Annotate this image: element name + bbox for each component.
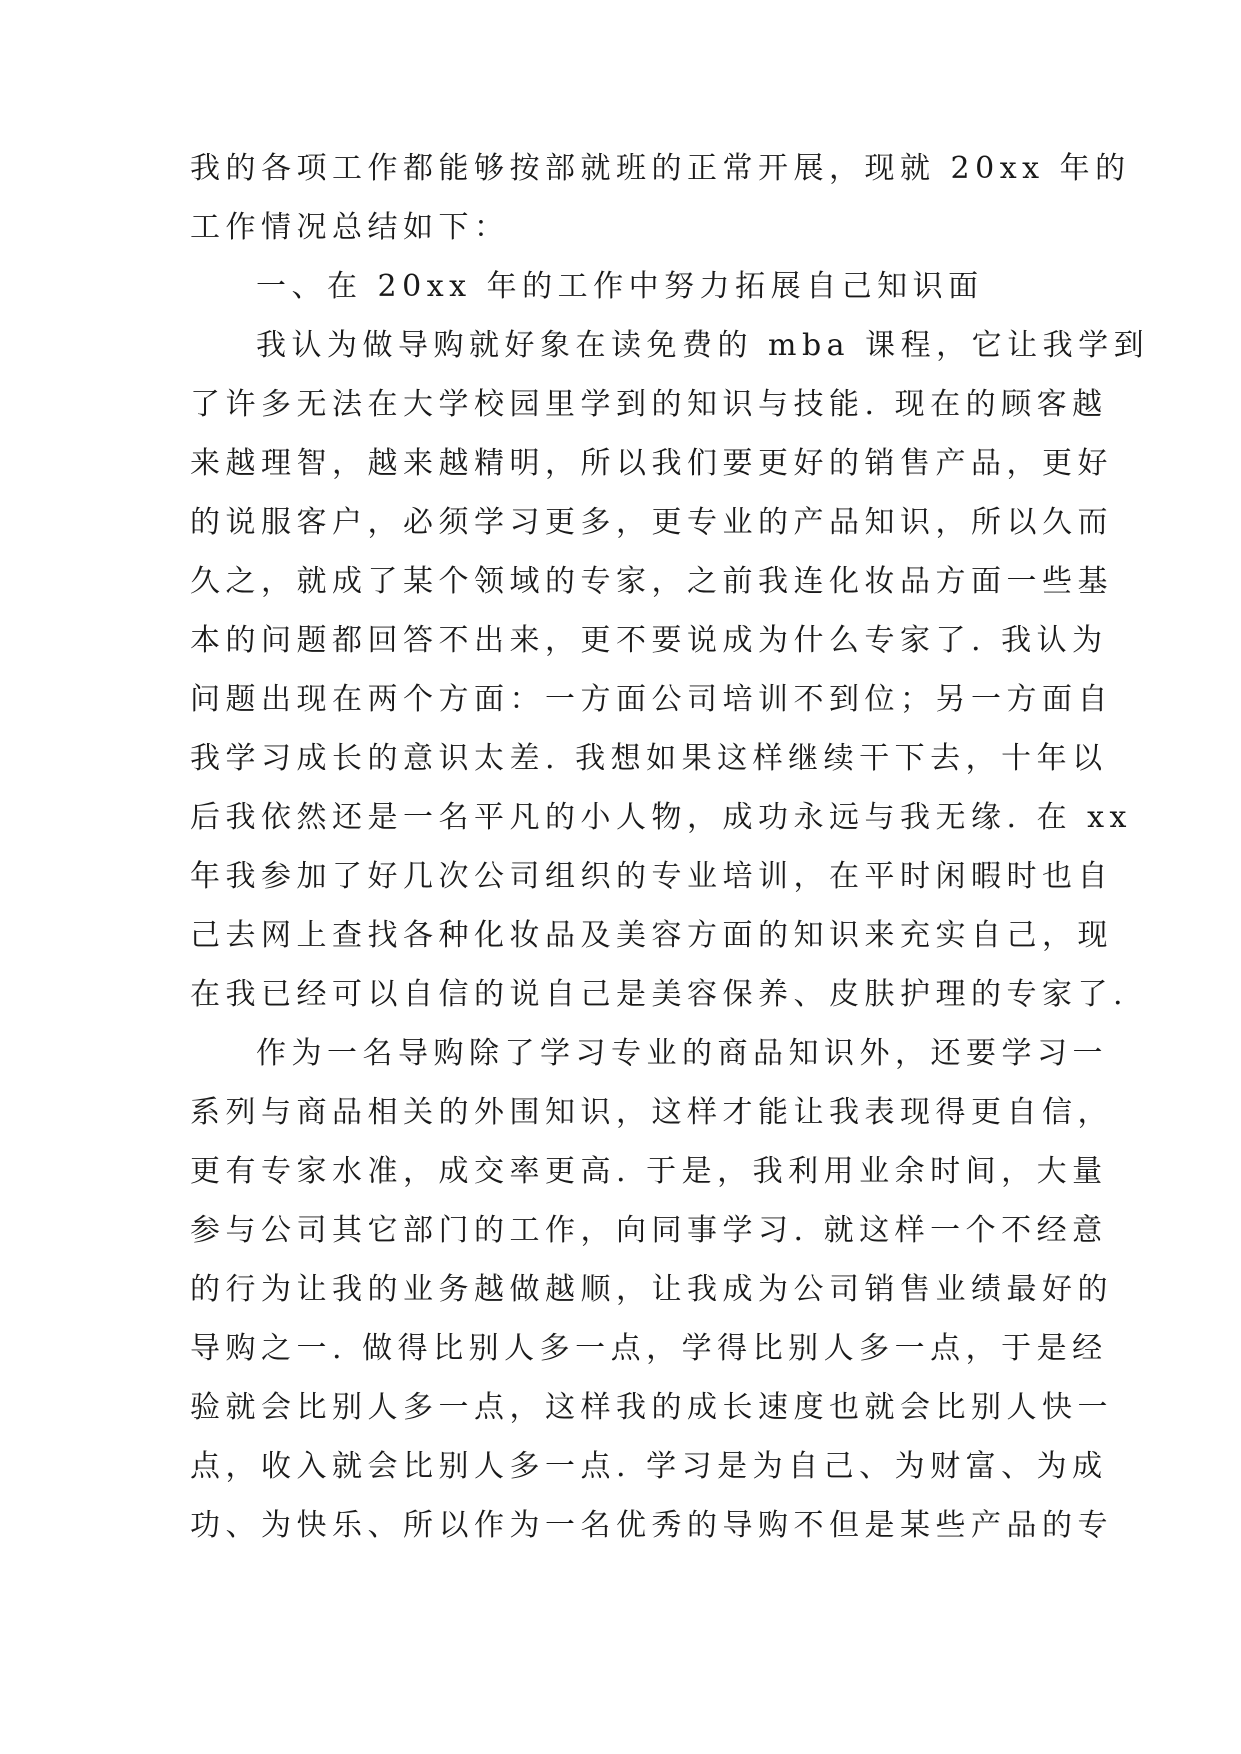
text-line: 的行为让我的业务越做越顺，让我成为公司销售业绩最好的: [190, 1272, 1113, 1307]
text-line: 导购之一. 做得比别人多一点，学得比别人多一点，于是经: [190, 1331, 1108, 1366]
text-line: 点，收入就会比别人多一点. 学习是为自己、为财富、为成: [190, 1449, 1108, 1484]
text-line: 功、为快乐、所以作为一名优秀的导购不但是某些产品的专: [190, 1508, 1113, 1543]
text-line: 工作情况总结如下：: [190, 210, 510, 245]
text-line: 年我参加了好几次公司组织的专业培训，在平时闲暇时也自: [190, 859, 1113, 894]
text-line: 久之，就成了某个领域的专家，之前我连化妆品方面一些基: [190, 564, 1113, 599]
text-line: 验就会比别人多一点，这样我的成长速度也就会比别人快一: [190, 1390, 1113, 1425]
body-text: [190, 139, 1150, 1555]
text-line: 了许多无法在大学校园里学到的知识与技能. 现在的顾客越: [190, 387, 1108, 422]
section-heading: 一、在 20xx 年的工作中努力拓展自己知识面: [256, 269, 984, 304]
text-line: 更有专家水准，成交率更高. 于是，我利用业余时间，大量: [190, 1154, 1108, 1189]
text-line: 作为一名导购除了学习专业的商品知识外，还要学习一: [256, 1036, 1108, 1071]
text-line: 的说服客户，必须学习更多，更专业的产品知识，所以久而: [190, 505, 1113, 540]
text-line: 系列与商品相关的外围知识，这样才能让我表现得更自信，: [190, 1095, 1113, 1130]
text-line: 参与公司其它部门的工作，向同事学习. 就这样一个不经意: [190, 1213, 1108, 1248]
text-line: 己去网上查找各种化妆品及美容方面的知识来充实自己，现: [190, 918, 1113, 953]
text-line: 问题出现在两个方面：一方面公司培训不到位；另一方面自: [190, 682, 1113, 717]
text-line: 我学习成长的意识太差. 我想如果这样继续干下去，十年以: [190, 741, 1108, 776]
text-line: 后我依然还是一名平凡的小人物，成功永远与我无缘. 在 xx: [190, 800, 1132, 835]
text-line: 我认为做导购就好象在读免费的 mba 课程，它让我学到: [256, 328, 1150, 363]
text-line: 我的各项工作都能够按部就班的正常开展，现就 20xx 年的: [190, 151, 1131, 186]
text-line: 来越理智，越来越精明，所以我们要更好的销售产品，更好: [190, 446, 1113, 481]
text-line: 本的问题都回答不出来，更不要说成为什么专家了. 我认为: [190, 623, 1108, 658]
text-line: 在我已经可以自信的说自己是美容保养、皮肤护理的专家了.: [190, 977, 1129, 1012]
